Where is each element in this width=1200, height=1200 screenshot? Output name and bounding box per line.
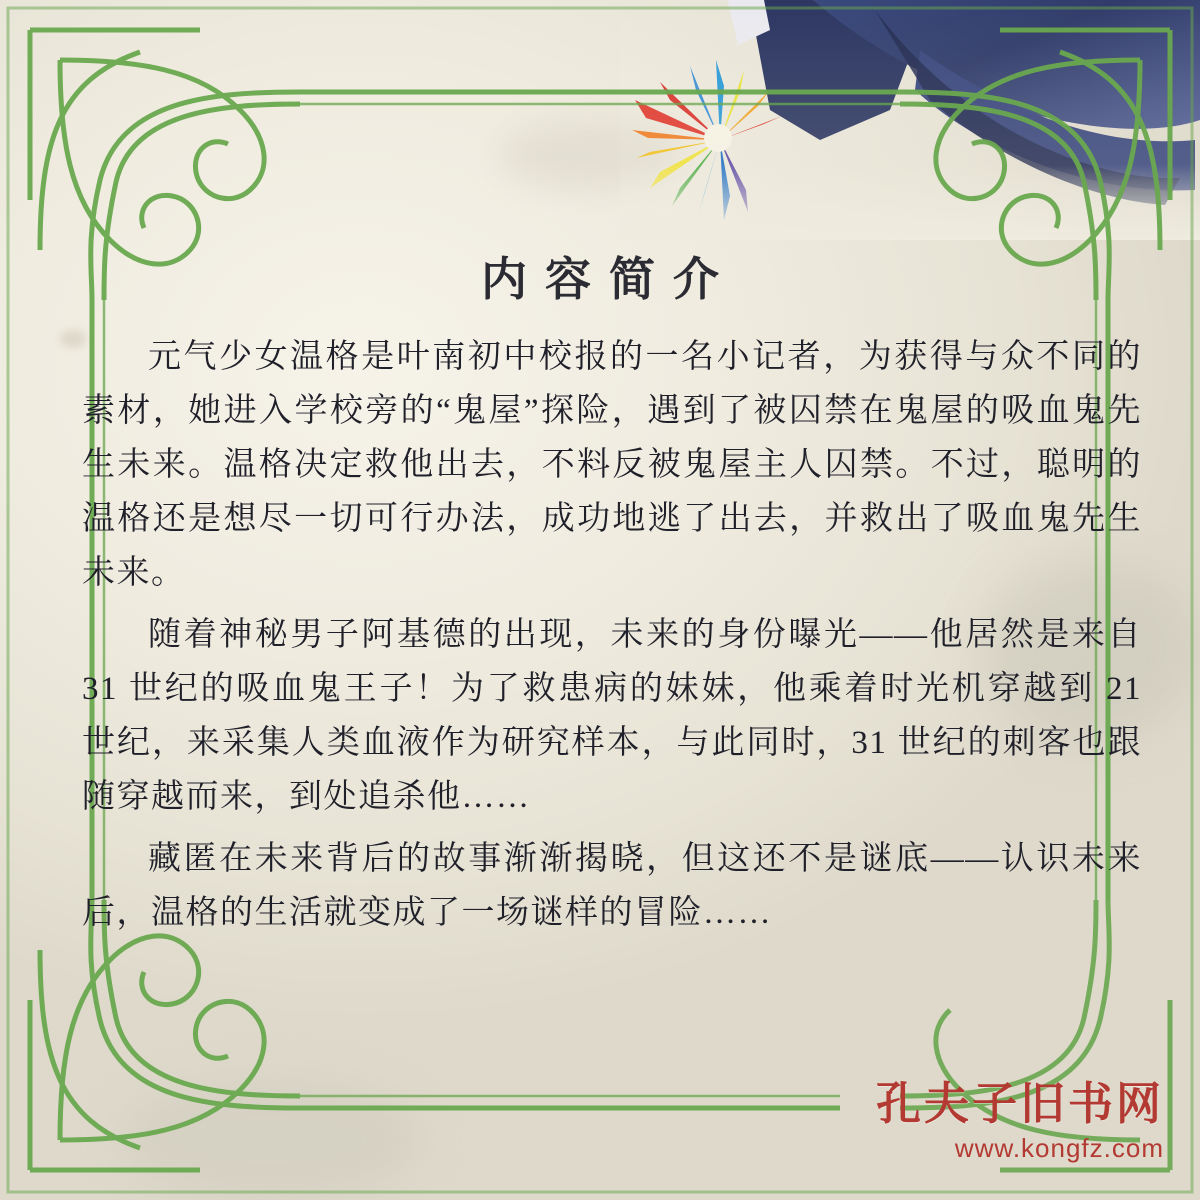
paragraph: 元气少女温格是叶南初中校报的一名小记者，为获得与众不同的素材，她进入学校旁的“鬼屋”探险，遇到了被囚禁在鬼屋的吸血鬼先生未来。温格决定救他出去，不料反被鬼屋主人囚禁。不过，聪明的温格还是想尽一切可行办法，成功地逃了出去，并救出了吸血鬼先生未来。	[82, 339, 1142, 591]
paragraph: 随着神秘男子阿基德的出现，未来的身份曝光——他居然是来自 31 世纪的吸血鬼王子！为了救患病的妹妹，他乘着时光机穿越到 21 世纪，来采集人类血液作为研究样本，与此同时，31 世纪的刺客也跟随穿越而来，到处追杀他……	[82, 617, 1142, 815]
watermark-brand: 孔夫子旧书网	[875, 1079, 1164, 1130]
page-title: 内容简介	[481, 254, 737, 305]
watermark-url: www.kongfz.com	[954, 1133, 1164, 1163]
content-body	[82, 330, 1142, 948]
paragraph: 藏匿在未来背后的故事渐渐揭晓，但这还不是谜底——认识未来后，温格的生活就变成了一场谜样的冒险……	[82, 841, 1142, 931]
